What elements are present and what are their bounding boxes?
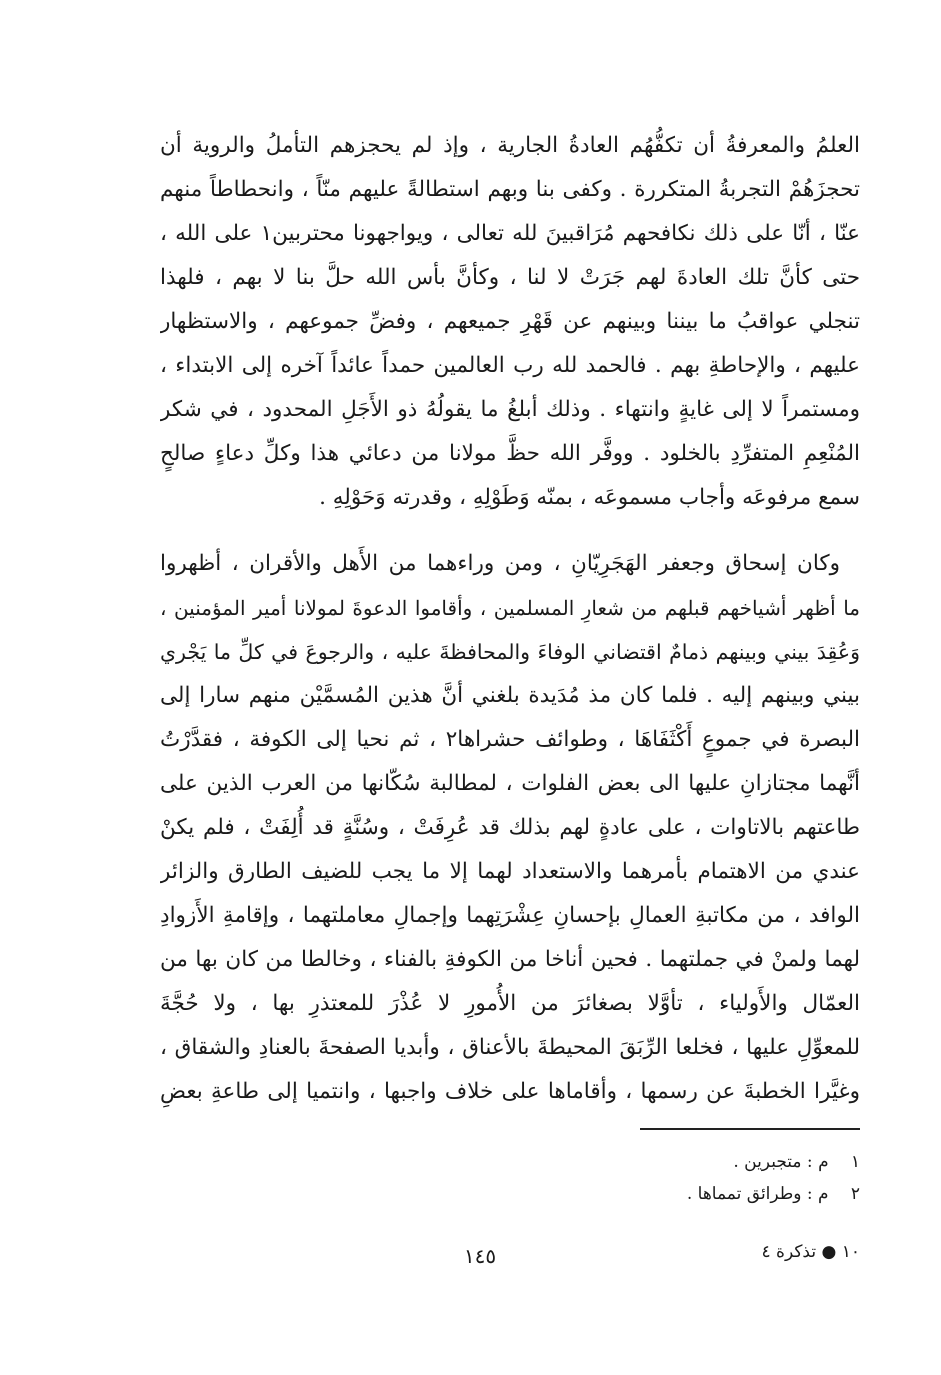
text-line: طاعتهم بالاتاوات ، على عادةٍ لهم بذلك قد عُرِفَتْ ، وسُنَّةٍ قد أُلِفَتْ ، فلم يكنْ bbox=[160, 815, 860, 840]
text-line: العلمُ والمعرفةُ أن تكفُّهُم العادةُ الجارية ، وإذ لم يحجزهم التأملُ والروية أن bbox=[160, 133, 860, 158]
text-line: للمعوِّلِ عليها ، فخلعا الرِّبَقَ المحيطةَ بالأعناق ، وأبديا الصفحةَ بالعنادِ والشقاق ، bbox=[160, 1035, 860, 1060]
text-line: وكان إسحاق وجعفر الهَجَرِيّانِ ، ومن وراءهما من الأَهل والأقران ، أظهروا bbox=[160, 551, 840, 576]
footnote-number: ٢ bbox=[850, 1184, 860, 1204]
text-line: تحجزَهُمْ التجربةُ المتكررة . وكفى بنا وبهم استطالةً عليهم منّاً ، وانحطاطاً منهم bbox=[160, 177, 860, 202]
text-line: وَعُقِدَ بيني وبينهم ذمامٌ اقتضاني الوفاءَ والمحافظةَ عليه ، والرجوعَ في كلِّ ما يَجْري bbox=[160, 640, 860, 664]
text-line: لهما ولمنْ في جملتهما . فحين أناخا من الكوفةِ بالفناء ، وخالطا من كان بها من bbox=[160, 947, 860, 972]
page-number: ١٤٥ bbox=[463, 1244, 497, 1268]
footnote bbox=[500, 1146, 860, 1178]
paragraph-2 bbox=[160, 542, 860, 1114]
text-line: البصرة في جموعٍ أَكْثَفَاهَا ، وطوائف حشراها٢ ، ثم نحيا إلى الكوفة ، فقدَّرْتُ bbox=[160, 727, 860, 752]
text-line: سمع مرفوعَه وأجاب مسموعَه ، بمنّه وَطَوْلِهِ ، وقدرته وَحَوْلِهِ . bbox=[319, 485, 860, 510]
text-line: العمّال والأَولياء ، تأوَّلا بصغائرَ من الأُمورِ لا عُذْرَ للمعتذرِ بها ، ولا حُجَّةَ bbox=[160, 991, 860, 1016]
paragraph-1 bbox=[160, 124, 860, 520]
text-line: ما أظهر أشياخهم قبلهم من شعارِ المسلمين ، وأقاموا الدعوةَ لمولانا أمير المؤمنين ، bbox=[160, 596, 860, 620]
text-line: أنَّهما مجتازانِ عليها الى بعض الفلوات ، لمطالبة سُكّانها من العرب الذين على bbox=[160, 771, 860, 796]
footnote bbox=[500, 1178, 860, 1210]
text-line: عندي من الاهتمام بأمرهما والاستعداد لهما إلا ما يجب للضيف الطارق والزائر bbox=[160, 859, 860, 884]
text-line: حتى كأنَّ تلك العادةَ لهم جَرَتْ لا لنا ، وكأنَّ بأس الله حلَّ بنا لا بهم ، فلهذا bbox=[160, 265, 860, 290]
text-line: المُنْعِمِ المتفرِّدِ بالخلود . ووفَّر الله حظَّ مولانا من دعائي هذا وكلِّ دعاءٍ صالحٍ bbox=[160, 441, 860, 466]
footnote-number: ١ bbox=[850, 1152, 860, 1172]
footnote-text: م : متجبرين . bbox=[733, 1152, 829, 1172]
signature-mark: ١٠ ● تذكرة ٤ bbox=[761, 1242, 860, 1262]
text-line: الوافد ، من مكاتبةِ العمالِ بإحسانِ عِشْرَتِهما وإجمالِ معاملتهما ، وإقامةِ الأَزوادِ bbox=[160, 903, 860, 928]
text-line: عنّا ، أنّا على ذلك نكافحهم مُرَاقبينَ لله تعالى ، ويواجهونا محتربين١ على الله ، bbox=[160, 221, 860, 246]
footnote-divider bbox=[640, 1128, 860, 1130]
text-line: تنجلي عواقبُ ما بيننا وبينهم عن قَهْرِ جميعهم ، وفضِّ جموعهم ، والاستظهار bbox=[160, 309, 860, 334]
text-line: عليهم ، والإحاطةِ بهم . فالحمد لله رب العالمين حمداً عائداً آخره إلى الابتداء ، bbox=[160, 353, 860, 378]
text-line: وغيَّرا الخطبةَ عن رسمها ، وأقاماها على خلاف واجبها ، وانتميا إلى طاعةِ بعضِ bbox=[160, 1079, 860, 1104]
text-line: بيني وبينهم إليه . فلما كان مذ مُدَيدة بلغني أنَّ هذين المُسمَّيْن منهم سارا إلى bbox=[160, 683, 860, 708]
text-line: ومستمراً لا إلى غايةٍ وانتهاء . وذلك أبلغُ ما يقولُهُ ذو الأَجَلِ المحدود ، في شكر bbox=[160, 397, 860, 422]
footnote-text: م : وطرائق تمماها . bbox=[686, 1184, 829, 1204]
footnotes bbox=[500, 1146, 860, 1210]
